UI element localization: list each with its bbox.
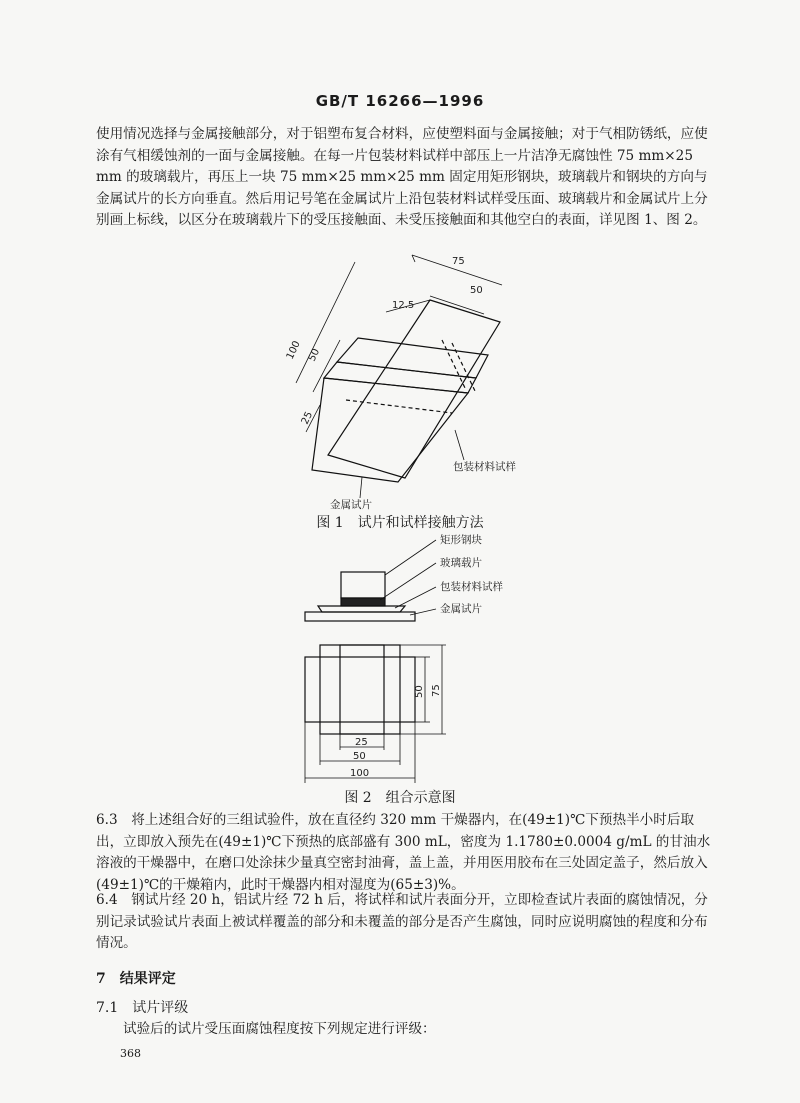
section-6-3-text: 6.3 将上述组合好的三组试验件，放在直径约 320 mm 干燥器内，在(49±1)℃下预热半小时后取出，立即放入预先在(49±1)℃下预热的底部盛有 300 mL，密度为 1.1780±0.0004 g/mL 的甘油水溶液的干燥器中，在磨口处涂抹少量真空密封油膏，盖上盖，并用医用胶布在三处固定盖子，然后放入(49±1)℃的干燥箱内，此时干燥器内相对湿度为(65±3)%。 xyxy=(96,812,711,893)
dim-100-horizontal: 100 xyxy=(350,768,370,779)
dim-50-horizontal: 50 xyxy=(353,751,366,762)
label-packaging-sample: 包装材料试样 xyxy=(453,461,516,473)
label-glass-slide: 玻璃载片 xyxy=(440,557,482,569)
section-7-1-title: 7.1 试片评级 xyxy=(96,1000,189,1016)
dim-25-horizontal: 25 xyxy=(355,737,368,748)
dim-12-5: 12.5 xyxy=(392,300,415,311)
steel-block-shape xyxy=(341,572,385,598)
figure-2-caption: 图 2 组合示意图 xyxy=(344,790,456,806)
dim-50-vertical: 50 xyxy=(414,685,425,698)
label-steel-block: 矩形钢块 xyxy=(440,534,482,546)
section-7-title: 7 结果评定 xyxy=(96,971,176,987)
dim-75-vertical: 75 xyxy=(431,684,442,697)
section-6-4 xyxy=(96,890,718,955)
dim-25: 25 xyxy=(299,410,316,427)
page-header: GB/T 16266—1996 xyxy=(315,92,485,110)
section-6-4-text: 6.4 钢试片经 20 h，铝试片经 72 h 后，将试样和试片表面分开，立即检查试片表面的腐蚀情况，分别记录试验试片表面上被试样覆盖的部分和未覆盖的部分是否产生腐蚀，同时应说明腐蚀的程度和分布情况。 xyxy=(96,892,708,951)
dim-75: 75 xyxy=(452,256,465,267)
metal-specimen-shape xyxy=(305,612,415,621)
figure-1-caption: 图 1 试片和试样接触方法 xyxy=(316,515,484,531)
dim-100: 100 xyxy=(284,339,303,362)
glass-slide-shape xyxy=(341,598,385,606)
page-number: 368 xyxy=(120,1047,141,1060)
label-metal-specimen: 金属试片 xyxy=(330,499,372,511)
section-6-3 xyxy=(96,810,718,896)
dim-50-top: 50 xyxy=(470,285,483,296)
section-7-1-text: 试验后的试片受压面腐蚀程度按下列规定进行评级： xyxy=(123,1021,436,1037)
label-metal-specimen-2: 金属试片 xyxy=(440,603,482,615)
label-packaging-sample-2: 包装材料试样 xyxy=(440,581,503,593)
packaging-layer-shape xyxy=(318,606,405,612)
dim-50-left: 50 xyxy=(306,347,323,364)
intro-text: 使用情况选择与金属接触部分，对于铝塑布复合材料，应使塑料面与金属接触；对于气相防锈纸，应使涂有气相缓蚀剂的一面与金属接触。在每一片包装材料试样中部压上一片洁净无腐蚀性 75 mm×25 mm 的玻璃载片，再压上一块 75 mm×25 mm×25 mm 固定用矩形钢块，玻璃载片和钢块的方向与金属试片的长方向垂直。然后用记号笔在金属试片上沿包装材料试样受压面、玻璃载片和金属试片上分别画上标线，以区分在玻璃载片下的受压接触面、未受压接触面和其他空白的表面，详见图 1、图 2。 xyxy=(96,126,708,228)
